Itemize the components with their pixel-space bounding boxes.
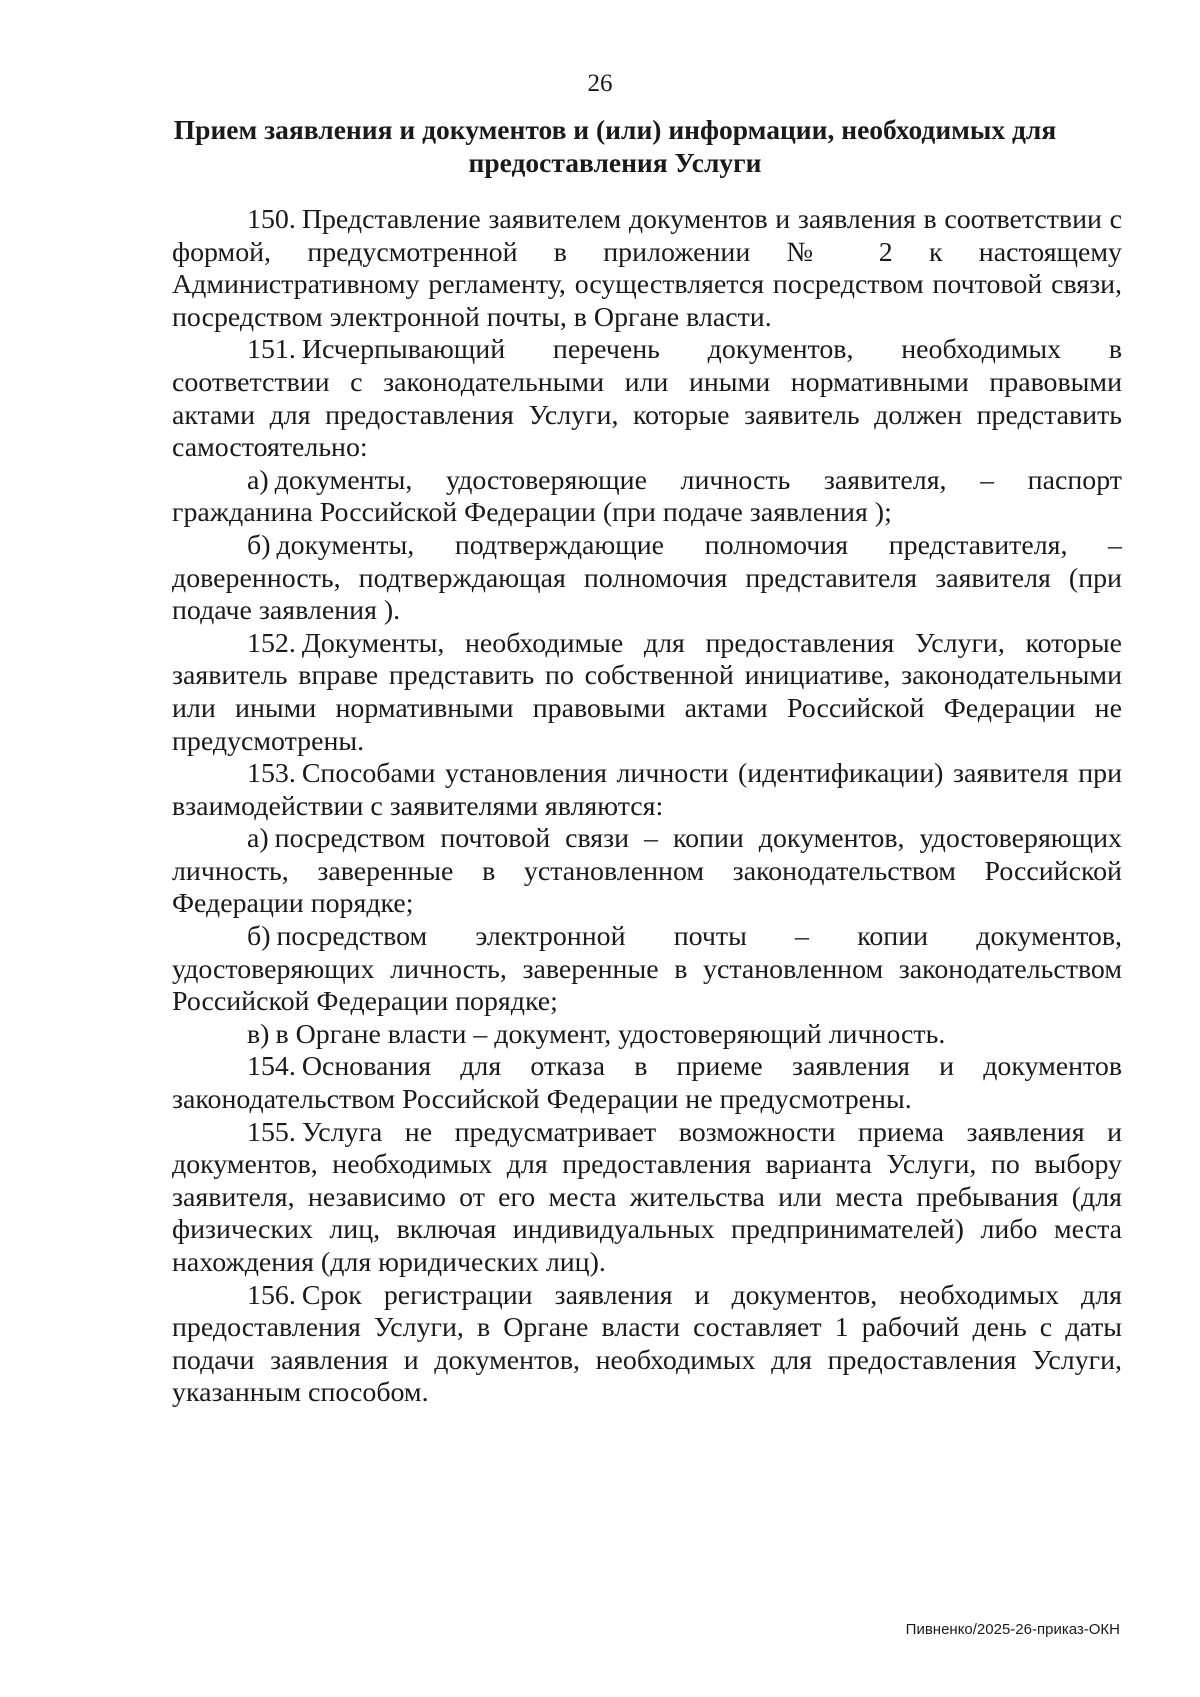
paragraph-number: 154. [247, 1051, 296, 1083]
paragraph-text: документы, подтверждающие полномочия представителя, – доверенность, подтверждающая полномочия представителя заявителя (при подаче заявления ). [172, 529, 1122, 627]
paragraph-text: Услуга не предусматривает возможности приема заявления и документов, необходимых для предоставления варианта Услуги, по выбору заявителя, независимо от его места жительства или места пребывания (для физических лиц, включая индивидуальных предпринимателей) либо места нахождения (для юридических лиц). [172, 1116, 1122, 1278]
paragraph-number: 151. [247, 334, 296, 366]
paragraph-number: 150. [247, 204, 296, 235]
paragraph-text: Документы, необходимые для предоставления Услуги, которые заявитель вправе представить по собственной инициативе, законодательными или иными нормативными правовыми актами Российской Федерации не предусмотрены. [172, 627, 1122, 757]
paragraph-153-v [172, 1019, 1122, 1052]
paragraph-number: а) [247, 464, 269, 496]
paragraph-150 [172, 204, 1122, 334]
paragraph-text: Представление заявителем документов и заявления в соответствии с формой, предусмотренной в приложении № 2 к настоящему Административному регламенту, осуществляется посредством почтовой связи, посредством электронной почты, в Органе власти. [172, 204, 1122, 333]
paragraph-text: Основания для отказа в приеме заявления и документов законодательством Российской Федерации не предусмотрены. [172, 1051, 1122, 1116]
document-footer-reference: Пивненко/2025-26-приказ-ОКН [905, 1621, 1120, 1638]
paragraph-text: Способами установления личности (идентификации) заявителя при взаимодействии с заявителями являются: [172, 758, 1122, 822]
paragraph-number: б) [247, 921, 271, 953]
paragraph-152 [172, 628, 1122, 758]
paragraph-text: в Органе власти – документ, удостоверяющий личность. [275, 1018, 946, 1050]
paragraph-153-a [172, 823, 1122, 921]
paragraph-text: документы, удостоверяющие личность заявителя, – паспорт гражданина Российской Федерации (при подаче заявления ); [172, 464, 1122, 529]
paragraph-number: 155. [247, 1116, 296, 1148]
paragraph-151 [172, 334, 1122, 464]
paragraph-number: б) [247, 529, 271, 561]
section-title-line-2: предоставления Услуги [468, 147, 762, 178]
paragraph-text: посредством электронной почты – копии документов, удостоверяющих личность, заверенные в установленном законодательством Российской Федерации порядке; [172, 921, 1122, 1018]
paragraph-text: Исчерпывающий перечень документов, необходимых в соответствии с законодательными или иными нормативными правовыми актами для предоставления Услуги, которые заявитель должен представить самостоятельно: [172, 334, 1122, 464]
paragraph-text: Срок регистрации заявления и документов, необходимых для предоставления Услуги, в Органе власти составляет 1 рабочий день с даты подачи заявления и документов, необходимых для предоставления Услуги, указанным способом. [172, 1279, 1122, 1409]
paragraph-155 [172, 1117, 1122, 1280]
paragraph-number: в) [247, 1018, 270, 1050]
paragraph-151-b [172, 530, 1122, 628]
paragraph-number: 153. [247, 758, 296, 790]
paragraph-153 [172, 758, 1122, 823]
paragraph-number: 152. [247, 627, 296, 659]
page-number: 26 [587, 70, 613, 97]
paragraph-number: а) [247, 823, 269, 855]
section-title [165, 113, 1065, 179]
paragraph-154 [172, 1051, 1122, 1116]
section-title-line-1: Прием заявления и документов и (или) информации, необходимых для [173, 114, 1057, 145]
paragraph-number: 156. [247, 1279, 296, 1311]
paragraph-156 [172, 1280, 1122, 1410]
paragraph-151-a [172, 465, 1122, 530]
document-body [172, 204, 1122, 1410]
paragraph-153-b [172, 921, 1122, 1019]
paragraph-text: посредством почтовой связи – копии документов, удостоверяющих личность, заверенные в установленном законодательством Российской Федерации порядке; [172, 823, 1122, 920]
